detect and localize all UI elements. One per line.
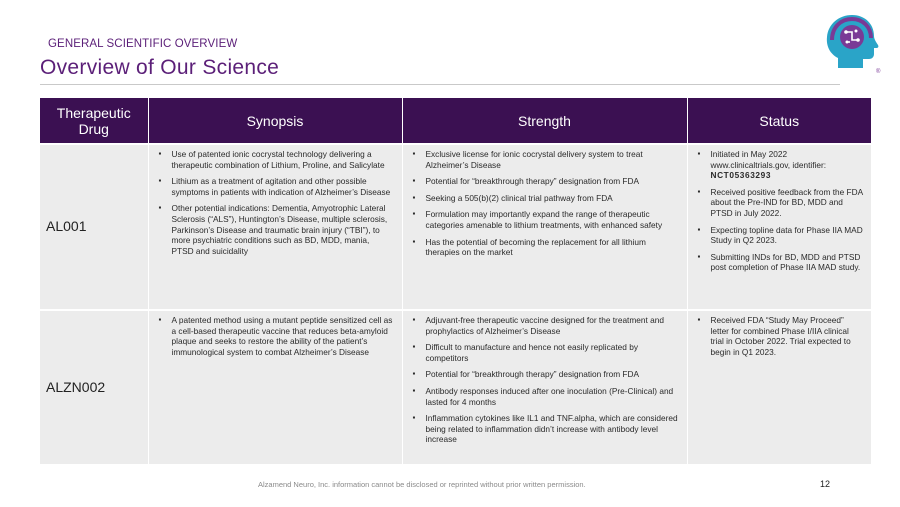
list-item <box>696 149 864 181</box>
list-item: ▪ Use of patented ionic cocrystal technology delivering a therapeutic combination of Lithium, Proline, and Salicylate <box>157 149 394 170</box>
list-item: ▪ Potential for “breakthrough therapy” designation from FDA <box>411 369 679 380</box>
list-item: ▪ Potential for “breakthrough therapy” designation from FDA <box>411 176 679 187</box>
nct-identifier: NCT05363293 <box>710 170 772 181</box>
table-header-row <box>40 98 871 144</box>
page-title: Overview of Our Science <box>40 56 280 79</box>
trial-registration-text: Initiated in May 2022 www.clinicaltrials.gov, identifier: <box>710 149 827 170</box>
header-therapeutic-drug: Therapeutic Drug <box>40 98 148 144</box>
registered-mark: ® <box>876 69 881 75</box>
list-item: ▪ Other potential indications: Dementia, Amyotrophic Lateral Sclerosis (“ALS”), Huntington’s Disease, multiple sclerosis, Parkinson’s Disease and traumatic brain injury (“TBI”), to more psychiatric conditions such as BD, MDD, mania, PTSD and suicidality <box>157 203 394 256</box>
synopsis-cell <box>148 310 402 464</box>
table-row-alzn002 <box>40 310 871 464</box>
header-status: Status <box>687 98 871 144</box>
list-item: ▪ Antibody responses induced after one inoculation (Pre-Clinical) and lasted for 4 months <box>411 386 679 407</box>
drug-name: ALZN002 <box>40 310 148 464</box>
status-cell <box>687 310 871 464</box>
strength-cell <box>402 310 687 464</box>
header-synopsis: Synopsis <box>148 98 402 144</box>
list-item: ▪ Lithium as a treatment of agitation and other possible symptoms in patients with indication of Alzheimer’s Disease <box>157 176 394 197</box>
drug-name: AL001 <box>40 144 148 310</box>
strength-cell <box>402 144 687 310</box>
section-eyebrow: GENERAL SCIENTIFIC OVERVIEW <box>48 38 238 50</box>
head-with-brain-circuit-icon <box>816 10 884 78</box>
page-number: 12 <box>820 479 831 489</box>
list-item: ▪ Received FDA “Study May Proceed” letter for combined Phase I/IIA clinical trial in October 2022. Trial expected to begin in Q1 2023. <box>696 315 864 357</box>
table-row-al001 <box>40 144 871 310</box>
header-strength: Strength <box>402 98 687 144</box>
list-item: ▪ Submitting INDs for BD, MDD and PTSD post completion of Phase IIA MAD study. <box>696 252 864 273</box>
science-overview-table <box>40 98 871 464</box>
footer-disclaimer: Alzamend Neuro, Inc. information cannot be disclosed or reprinted without prior written permission. <box>258 480 586 489</box>
list-item: ▪ Seeking a 505(b)(2) clinical trial pathway from FDA <box>411 193 679 204</box>
list-item: ▪ Expecting topline data for Phase IIA MAD Study in Q2 2023. <box>696 225 864 246</box>
title-divider <box>40 84 840 85</box>
list-item: ▪ A patented method using a mutant peptide sensitized cell as a cell-based therapeutic vaccine that reduces beta-amyloid plaque and seeks to restore the ability of the patient’s immunological system to combat Alzheimer’s Disease <box>157 315 394 357</box>
synopsis-cell <box>148 144 402 310</box>
list-item: ▪ Exclusive license for ionic cocrystal delivery system to treat Alzheimer’s Disease <box>411 149 679 170</box>
list-item: ▪ Adjuvant-free therapeutic vaccine designed for the treatment and prophylactics of Alzheimer’s Disease <box>411 315 679 336</box>
list-item: ▪ Formulation may importantly expand the range of therapeutic categories amenable to lithium treatments, with enhanced safety <box>411 209 679 230</box>
list-item: ▪ Difficult to manufacture and hence not easily replicated by competitors <box>411 342 679 363</box>
list-item: ▪ Inflammation cytokines like IL1 and TNF.alpha, which are considered being related to inflammation didn’t increase with antibody level increase <box>411 413 679 445</box>
list-item: ▪ Received positive feedback from the FDA about the Pre-IND for BD, MDD and PTSD in July 2022. <box>696 187 864 219</box>
list-item: ▪ Has the potential of becoming the replacement for all lithium therapies on the market <box>411 237 679 258</box>
status-cell <box>687 144 871 310</box>
